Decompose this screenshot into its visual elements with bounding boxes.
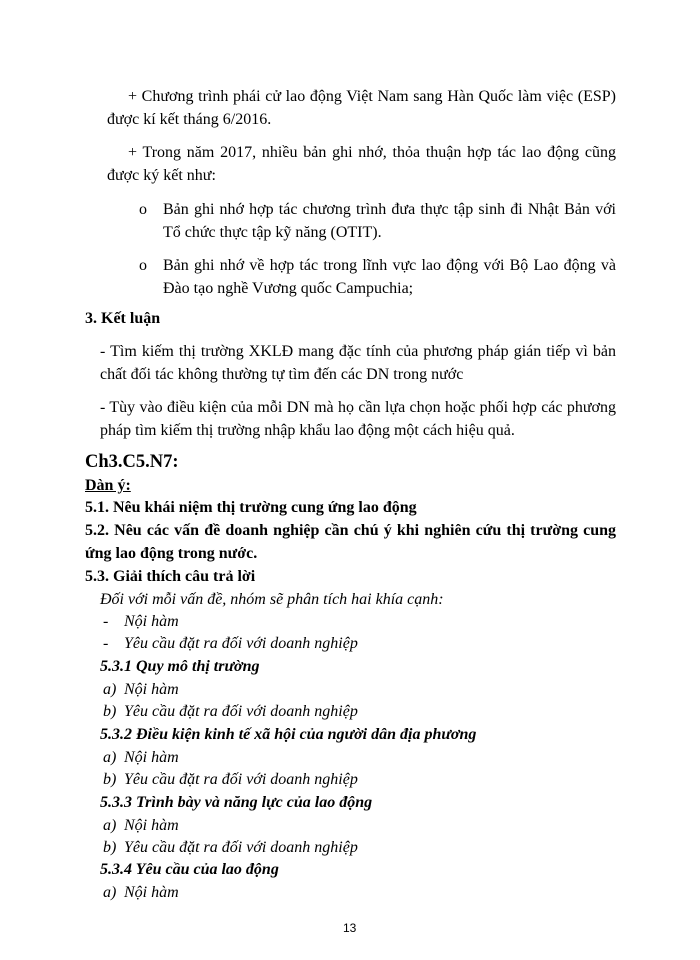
item-text: Nội hàm bbox=[124, 681, 179, 698]
item-marker: b) bbox=[103, 703, 117, 720]
page-number: 13 bbox=[343, 921, 357, 935]
item-text: Nội hàm bbox=[124, 817, 179, 834]
subsection-title: 5.3.1 Quy mô thị trường bbox=[100, 658, 260, 675]
conclusion-p2-line-2: pháp tìm kiếm thị trường nhập khẩu lao động một cách hiệu quả. bbox=[100, 422, 515, 439]
item-marker: a) bbox=[103, 681, 117, 698]
conclusion-p2-line-1: - Tùy vào điều kiện của mỗi DN mà họ cần lựa chọn hoặc phối hợp các phương bbox=[100, 399, 616, 416]
item-text: Nội hàm bbox=[124, 884, 179, 901]
conclusion-heading: 3. Kết luận bbox=[85, 310, 161, 327]
bullet-1-line-1: Bản ghi nhớ hợp tác chương trình đưa thực tập sinh đi Nhật Bản với bbox=[163, 201, 616, 218]
item-marker: b) bbox=[103, 839, 117, 856]
y2017-line-2: được ký kết như: bbox=[107, 167, 216, 184]
outline-label: Dàn ý: bbox=[85, 477, 131, 494]
item-marker: b) bbox=[103, 771, 117, 788]
bullet-2-line-1: Bản ghi nhớ về hợp tác trong lĩnh vực lao động với Bộ Lao động và bbox=[163, 257, 616, 274]
item-marker: a) bbox=[103, 817, 117, 834]
aspects-intro: Đối với mỗi vấn đề, nhóm sẽ phân tích hai khía cạnh: bbox=[100, 591, 444, 608]
item-text: Yêu cầu đặt ra đối với doanh nghiệp bbox=[124, 771, 358, 788]
item-marker: a) bbox=[103, 749, 117, 766]
section-code-heading: Ch3.C5.N7: bbox=[85, 452, 179, 472]
bullet-2-line-2: Đào tạo nghề Vương quốc Campuchia; bbox=[163, 280, 414, 297]
heading-5-2-line-2: ứng lao động trong nước. bbox=[85, 545, 258, 562]
heading-5-1: 5.1. Nêu khái niệm thị trường cung ứng lao động bbox=[85, 499, 417, 516]
subsection-title: 5.3.4 Yêu cầu của lao động bbox=[100, 861, 279, 878]
y2017-line-1: + Trong năm 2017, nhiều bản ghi nhớ, thỏa thuận hợp tác lao động cũng bbox=[128, 144, 616, 161]
bullet-1-line-2: Tổ chức thực tập kỹ năng (OTIT). bbox=[163, 224, 382, 241]
subsection-title: 5.3.3 Trình bày và năng lực của lao động bbox=[100, 794, 373, 811]
aspect-item: Yêu cầu đặt ra đối với doanh nghiệp bbox=[124, 635, 358, 652]
conclusion-p1-line-2: chất đối tác không thường tự tìm đến các DN trong nước bbox=[100, 366, 464, 383]
conclusion-p1-line-1: - Tìm kiếm thị trường XKLĐ mang đặc tính của phương pháp gián tiếp vì bản bbox=[100, 343, 616, 360]
aspect-item: Nội hàm bbox=[124, 613, 179, 630]
item-text: Yêu cầu đặt ra đối với doanh nghiệp bbox=[124, 839, 358, 856]
heading-5-2-line-1: 5.2. Nêu các vấn đề doanh nghiệp cần chú ý khi nghiên cứu thị trường cung bbox=[85, 522, 616, 539]
bullet-marker: o bbox=[139, 257, 147, 274]
item-text: Yêu cầu đặt ra đối với doanh nghiệp bbox=[124, 703, 358, 720]
aspect-marker: - bbox=[103, 613, 109, 630]
esp-line-2: được kí kết tháng 6/2016. bbox=[107, 111, 272, 128]
subsection-title: 5.3.2 Điều kiện kinh tế xã hội của người dân địa phương bbox=[100, 726, 477, 743]
item-text: Nội hàm bbox=[124, 749, 179, 766]
heading-5-3: 5.3. Giải thích câu trả lời bbox=[85, 568, 256, 585]
item-marker: a) bbox=[103, 884, 117, 901]
aspect-marker: - bbox=[103, 635, 109, 652]
esp-line-1: + Chương trình phái cử lao động Việt Nam sang Hàn Quốc làm việc (ESP) bbox=[128, 88, 616, 105]
bullet-marker: o bbox=[139, 201, 147, 218]
